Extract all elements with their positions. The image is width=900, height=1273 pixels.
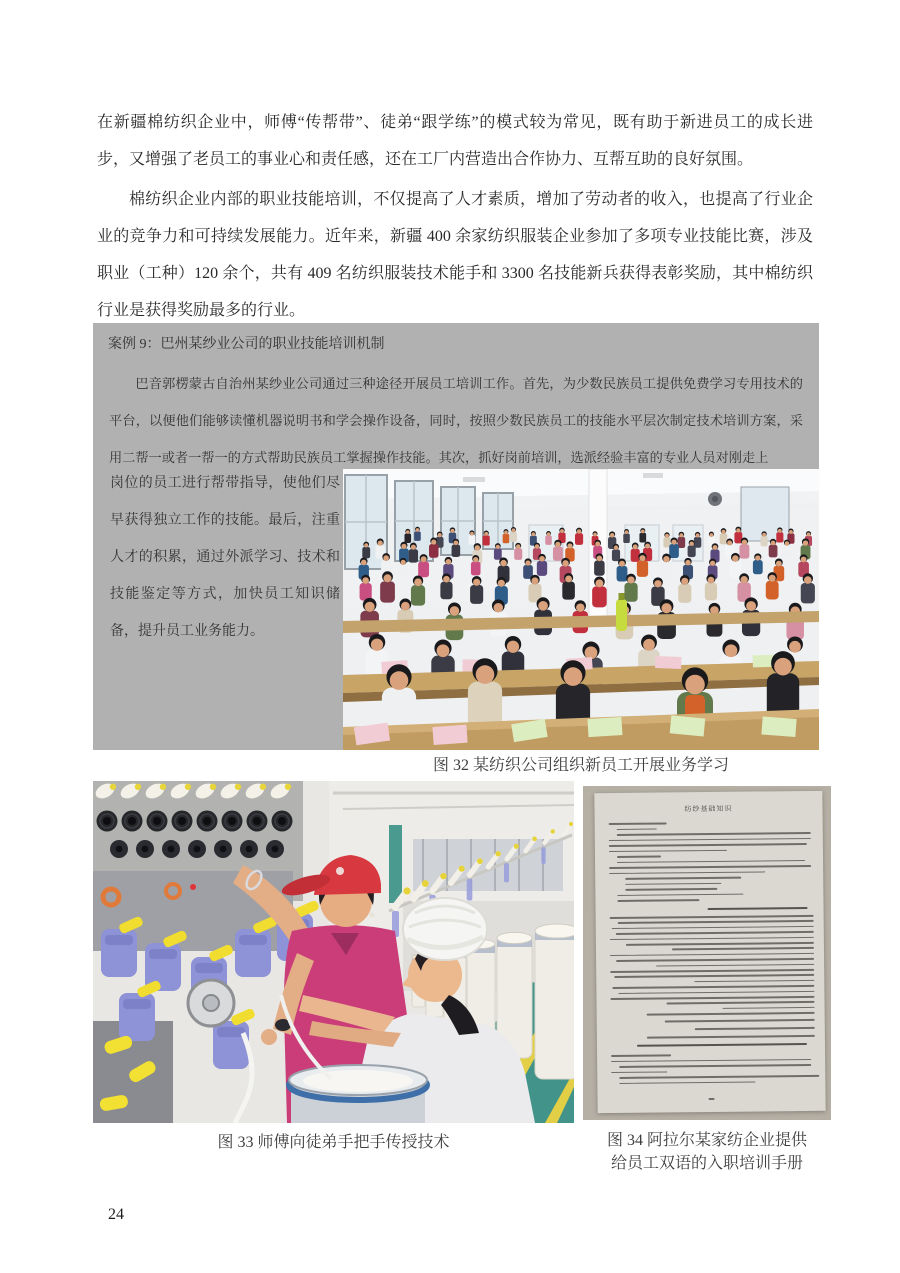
page-number: 24	[108, 1206, 124, 1223]
manual-page	[594, 791, 825, 1113]
figure-33-caption: 图 33 师傅向徒弟手把手传授技术	[217, 1134, 450, 1151]
case-study-intro: 巴音郭楞蒙古自治州某纱业公司通过三种途径开展员工培训工作。首先，为少数民族员工提供免费学习专用技术的平台，以便他们能够读懂机器说明书和学会操作设备，同时，按照少数民族员工的技能水平层次制定技术培训方案，采用二帮一或者一帮一的方式帮助民族员工掌握操作技能。其次，抓好岗前培训，选派经验丰富的专业人员对刚走上	[109, 376, 803, 465]
classroom-photo-illustration	[343, 469, 819, 750]
manual-text-lines	[594, 791, 822, 793]
figure-33-photo	[93, 781, 574, 1123]
figure-32-photo	[343, 469, 819, 750]
figure-34-caption-line2: 给员工双语的入职培训手册	[610, 1155, 803, 1172]
figure-32-caption: 图 32 某纺织公司组织新员工开展业务学习	[432, 757, 729, 774]
case-study-continuation: 岗位的员工进行帮带指导，使他们尽早获得独立工作的技能。最后，注重人才的积累，通过外派学习、技术和技能鉴定等方式，加快员工知识储备，提升员工业务能力。	[110, 476, 340, 639]
manual-title: 纺纱基础知识	[684, 804, 733, 814]
case-study-title: 案例 9：巴州某纱业公司的职业技能培训机制	[108, 337, 385, 352]
figure-34-caption-line1: 图 34 阿拉尔某家纺企业提供	[606, 1132, 807, 1149]
factory-photo-illustration	[93, 781, 574, 1123]
body-paragraph-2: 棉纺织企业内部的职业技能培训，不仅提高了人才素质，增加了劳动者的收入，也提高了行业企业的竞争力和可持续发展能力。近年来，新疆 400 余家纺织服装企业参加了多项专业技能比赛，涉及职业（工种）120 余个，共有 409 名纺织服装技术能手和 3300 名技能新兵获得表彰奖励，其中棉纺织行业是获得奖励最多的行业。	[97, 191, 813, 319]
figure-34-caption	[583, 1129, 831, 1175]
figure-34-photo	[583, 786, 831, 1120]
body-paragraph-1: 在新疆棉纺织企业中，师傅“传帮带”、徒弟“跟学练”的模式较为常见，既有助于新进员工的成长进步，又增强了老员工的事业心和责任感，还在工厂内营造出合作协力、互帮互助的良好氛围。	[97, 114, 813, 168]
